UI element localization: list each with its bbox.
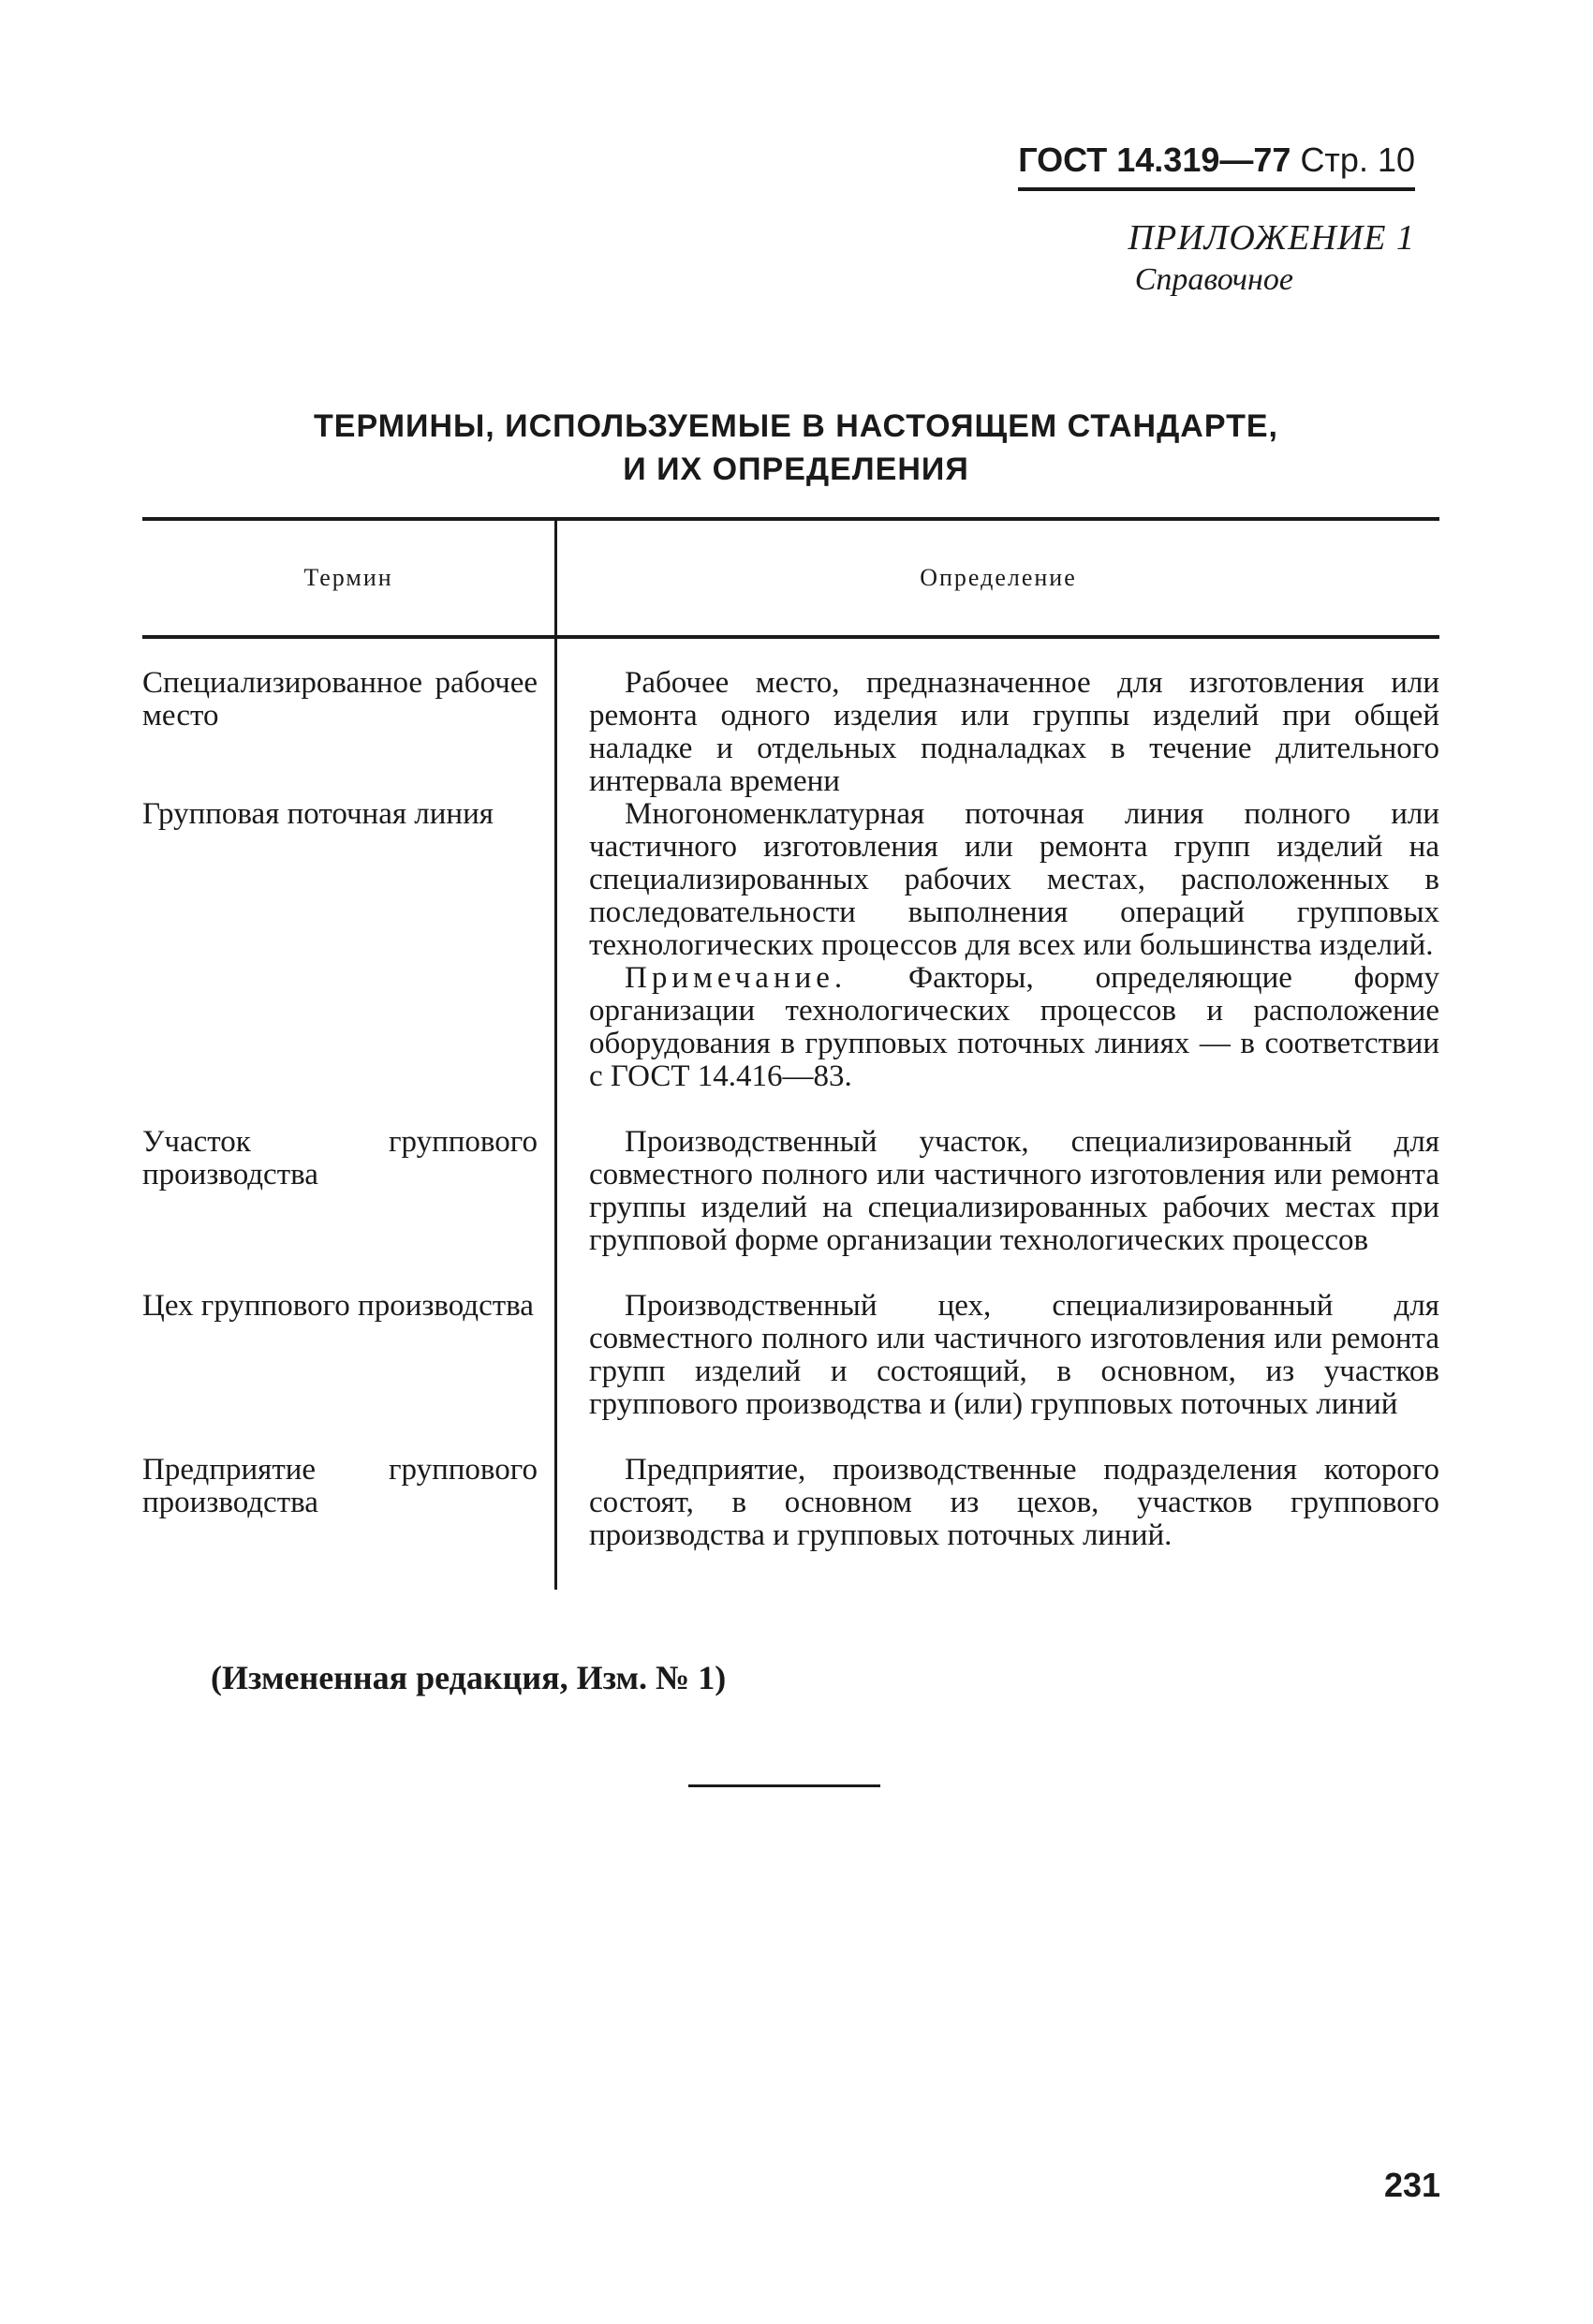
term-cell: Специализированное рабочее место: [142, 666, 538, 733]
term-cell: Участок группового производства: [142, 1125, 538, 1192]
note-cell: [589, 962, 1439, 1093]
amendment-note: (Измененная редакция, Изм. № 1): [211, 1659, 727, 1696]
definition-cell: Производственный участок, специализированный для совместного полного или частичного изготовления или ремонта группы изделий на специализированных рабочих местах при групповой форме организации технологических процессов: [589, 1125, 1439, 1257]
term-cell: Цех группового производства: [142, 1289, 534, 1323]
section-title: [140, 405, 1452, 491]
definition-cell: Многономенклатурная поточная линия полного или частичного изготовления или ремонта групп изделий на специализированных рабочих местах, расположенных в последовательности выполнения операций групповых технологических процессов для всех или большинства изделий.: [589, 797, 1439, 962]
table-row: [142, 798, 538, 1126]
reference-label: Справочное: [1134, 262, 1293, 297]
definition-cell: Производственный цех, специализированный для совместного полного или частичного изготовления или ремонта групп изделий и состоящий, в основном, из участков группового производства и (или) групповых поточных линий: [589, 1289, 1439, 1421]
page-number: 231: [1384, 2166, 1441, 2204]
page-label: Стр. 10: [1300, 141, 1415, 179]
table-row: [142, 1290, 538, 1454]
table-row: [142, 1126, 538, 1290]
definition-block: [589, 1290, 1439, 1454]
table-body: [142, 639, 1439, 1590]
definition-block: [589, 667, 1439, 798]
definition-cell: Рабочее место, предназначенное для изготовления или ремонта одного изделия или группы изделий при общей наладке и отдельных подналадках в течение длительного интервала времени: [589, 666, 1439, 798]
definitions-column: [554, 639, 1439, 1590]
definition-block: [589, 798, 1439, 1126]
column-header-term: Термин: [303, 564, 393, 591]
document-reference: [1018, 141, 1415, 191]
definition-block: [589, 1126, 1439, 1290]
divider-line: [688, 1784, 880, 1787]
gost-number: ГОСТ 14.319—77: [1018, 141, 1291, 179]
terms-column: [142, 639, 554, 1590]
title-line-2: И ИХ ОПРЕДЕЛЕНИЯ: [623, 451, 969, 487]
page-header: [1018, 141, 1415, 298]
note-label: Примечание.: [625, 961, 848, 995]
term-cell: Групповая поточная линия: [142, 797, 494, 831]
table-row: [142, 667, 538, 798]
definition-block: [589, 1454, 1439, 1552]
title-line-1: ТЕРМИНЫ, ИСПОЛЬЗУЕМЫЕ В НАСТОЯЩЕМ СТАНДАРТЕ,: [314, 408, 1278, 444]
note-text: Факторы, определяющие форму организации технологических процессов и расположение оборудования в групповых поточных линиях — в соответствии с ГОСТ 14.416—83.: [589, 961, 1439, 1093]
column-header-definition: Определение: [554, 521, 1439, 635]
appendix-label: ПРИЛОЖЕНИЕ 1: [1128, 218, 1415, 258]
term-cell: Предприятие группового производства: [142, 1453, 538, 1519]
definition-cell: Предприятие, производственные подразделения которого состоят, в основном из цехов, участков группового производства и групповых поточных линий.: [589, 1453, 1439, 1552]
table-row: [142, 1454, 538, 1519]
table-header: [142, 521, 1439, 639]
terms-table: [142, 517, 1439, 1590]
